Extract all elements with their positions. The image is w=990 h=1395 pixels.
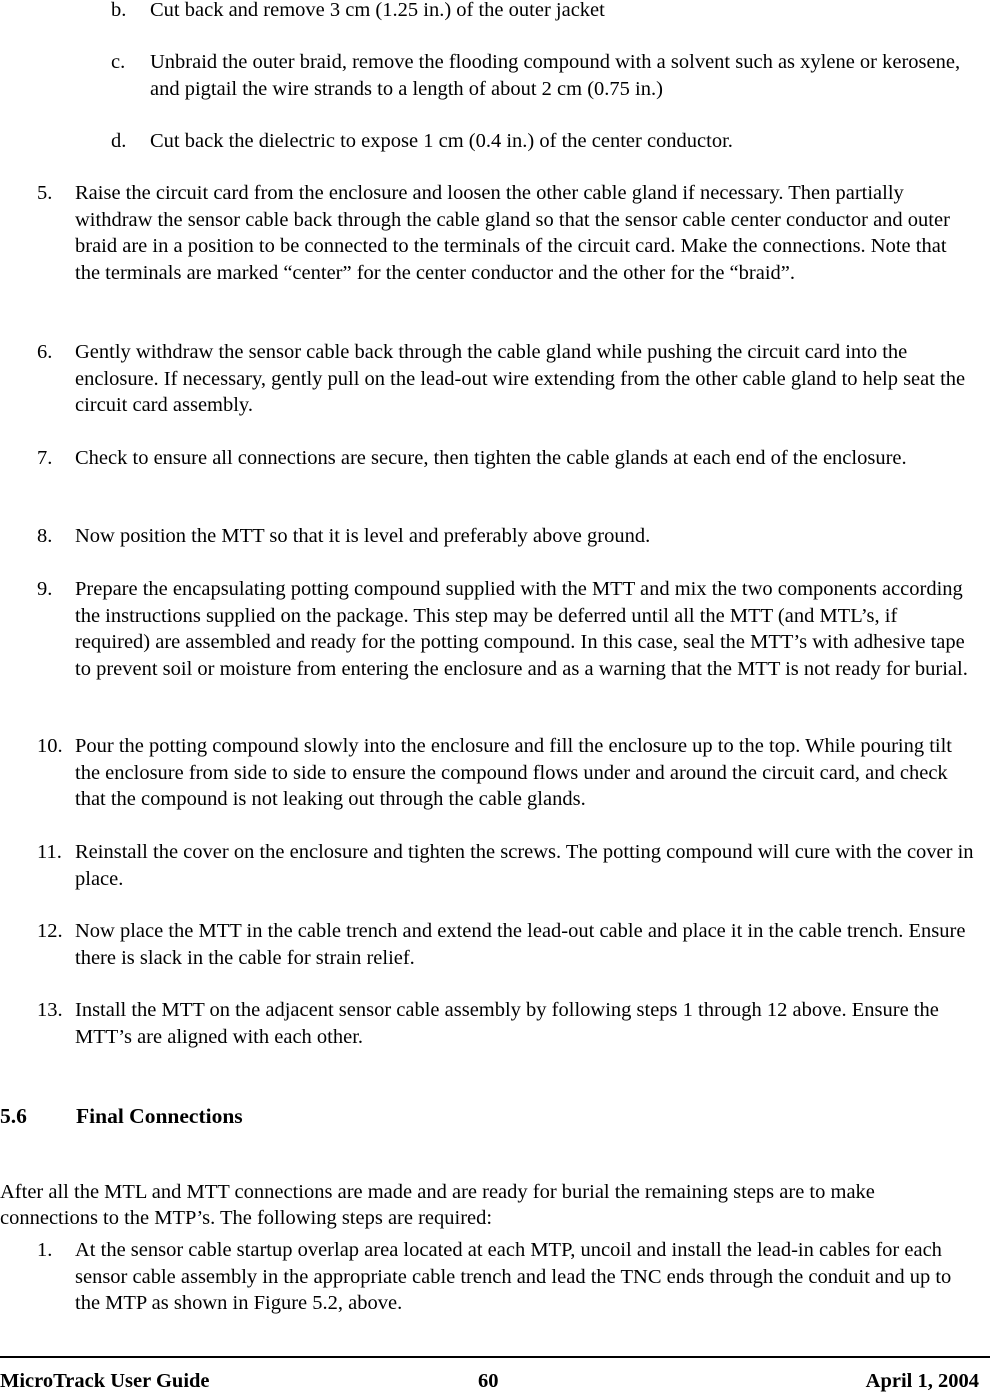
step-text: At the sensor cable startup overlap area located at each MTP, uncoil and install the lead-in cables for each sensor cable assembly in the appropriate cable trench and lead the TNC ends through the conduit and up to the MTP as shown in Figure 5.2, above. [75,1239,952,1314]
step-label: 12. [37,920,63,942]
step-label: 5. [37,182,53,204]
step-label: 10. [37,735,63,757]
step-label: 1. [37,1239,53,1261]
footer-left: MicroTrack User Guide [0,1370,210,1392]
step-text: Gently withdraw the sensor cable back through the cable gland while pushing the circuit card into the enclosure. If necessary, gently pull on the lead-out wire extending from the other cable gland to help seat the circuit card assembly. [75,341,966,416]
step-label: 13. [37,999,63,1021]
step-text: Prepare the encapsulating potting compound supplied with the MTT and mix the two components according the instructions supplied on the package. This step may be deferred until all the MTT (and MTL’s, if required) are assembled and ready for the potting compound. In this case, seal the MTT’s with adhesive tape to prevent soil or moisture from entering the enclosure and as a warning that the MTT is not ready for burial. [75,578,968,680]
sub-step-label: b. [111,0,127,21]
section-number: 5.6 [0,1104,27,1128]
step-text: Check to ensure all connections are secure, then tighten the cable glands at each end of the enclosure. [75,447,907,469]
step-label: 9. [37,578,53,600]
sub-step-text: Cut back and remove 3 cm (1.25 in.) of the outer jacket [150,0,605,21]
step-text: Reinstall the cover on the enclosure and tighten the screws. The potting compound will cure with the cover in place. [75,841,974,890]
footer-date: April 1, 2004 [865,1370,979,1392]
step-text: Install the MTT on the adjacent sensor cable assembly by following steps 1 through 12 above. Ensure the MTT’s are aligned with each other. [75,999,939,1048]
section-title: Final Connections [76,1104,243,1128]
sub-step-label: d. [111,130,127,152]
step-text: Raise the circuit card from the enclosure and loosen the other cable gland if necessary. Then partially withdraw the sensor cable back through the cable gland so that the sensor cable center conductor and outer braid are in a position to be connected to the terminals of the circuit card. Make the connections. Note that the terminals are marked “center” for the center conductor and the other for the “braid”. [75,182,950,284]
step-text: Pour the potting compound slowly into the enclosure and fill the enclosure up to the top. While pouring tilt the enclosure from side to side to ensure the compound flows under and around the circuit card, and check that the compound is not leaking out through the cable glands. [75,735,952,810]
sub-step-text: Unbraid the outer braid, remove the flooding compound with a solvent such as xylene or kerosene, and pigtail the wire strands to a length of about 2 cm (0.75 in.) [150,51,961,100]
sub-step-text: Cut back the dielectric to expose 1 cm (0.4 in.) of the center conductor. [150,130,733,152]
step-label: 8. [37,525,53,547]
step-label: 6. [37,341,53,363]
intro-paragraph: After all the MTL and MTT connections are made and are ready for burial the remaining steps are to make connections to the MTP’s. The following steps are required: [0,1180,875,1229]
step-text: Now position the MTT so that it is level and preferably above ground. [75,525,651,547]
page-number: 60 [478,1370,499,1392]
step-label: 7. [37,447,53,469]
step-text: Now place the MTT in the cable trench and extend the lead-out cable and place it in the cable trench. Ensure there is slack in the cable for strain relief. [75,920,966,969]
step-label: 11. [37,841,62,863]
sub-step-label: c. [111,51,126,73]
footer-divider [0,1356,990,1358]
